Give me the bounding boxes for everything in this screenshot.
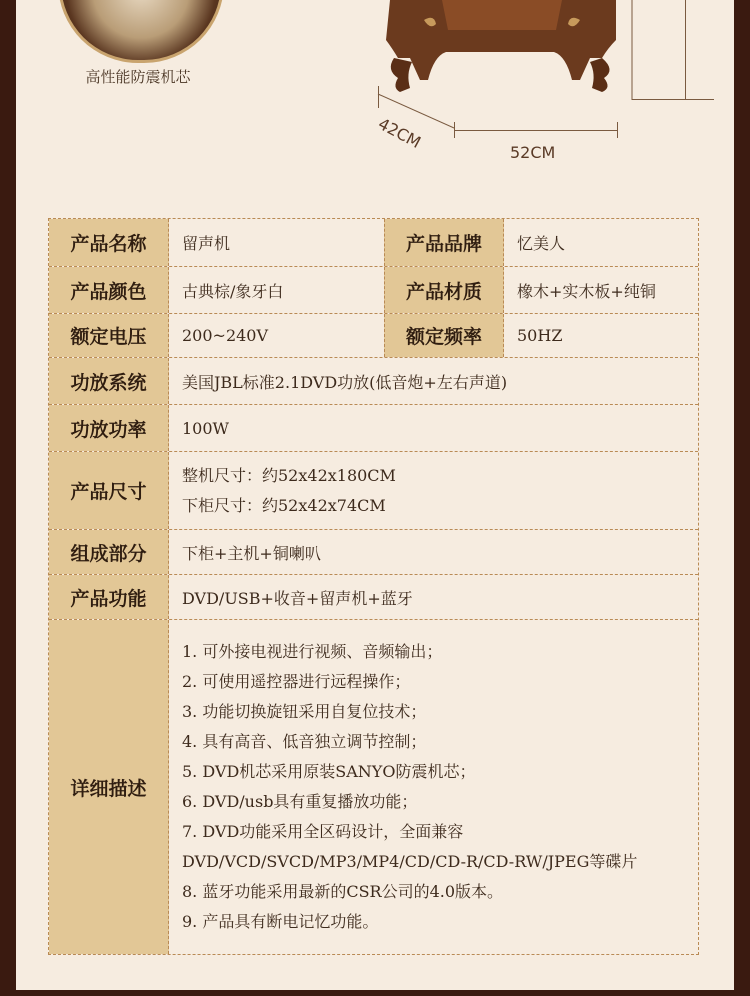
table-row xyxy=(49,358,698,405)
table-row xyxy=(49,267,698,314)
detail-line: 9. 产品具有断电记忆功能。 xyxy=(182,912,379,931)
size-line: 整机尺寸：约52x42x180CM xyxy=(182,465,396,485)
width-tick-right xyxy=(617,122,618,138)
spec-label: 组成部分 xyxy=(49,530,169,574)
spec-label: 产品名称 xyxy=(49,219,169,266)
table-row xyxy=(49,530,698,575)
spec-value xyxy=(169,620,698,954)
movement-closeup-image xyxy=(58,0,224,63)
spec-value: 50HZ xyxy=(517,326,563,345)
image-caption: 高性能防震机芯 xyxy=(85,68,191,86)
spec-label: 功放功率 xyxy=(49,405,169,451)
spec-label: 产品颜色 xyxy=(49,267,169,313)
depth-label: 42CM xyxy=(375,114,425,153)
detail-line: 2. 可使用遥控器进行远程操作； xyxy=(182,672,411,691)
detail-line: 7. DVD功能采用全区码设计，全面兼容 xyxy=(182,822,464,841)
detail-line: 5. DVD机芯采用原装SANYO防震机芯； xyxy=(182,762,476,781)
spec-value: DVD/USB+收音+留声机+蓝牙 xyxy=(182,588,413,608)
height-baseline xyxy=(632,99,714,100)
detail-line: DVD/VCD/SVCD/MP3/MP4/CD/CD-R/CD-RW/JPEG等碟片 xyxy=(182,852,638,871)
table-row xyxy=(49,405,698,452)
spec-value: 200~240V xyxy=(182,326,269,345)
spec-value: 忆美人 xyxy=(517,234,566,253)
right-border xyxy=(734,0,750,996)
detail-line: 6. DVD/usb具有重复播放功能； xyxy=(182,792,418,811)
detail-line: 1. 可外接电视进行视频、音频输出； xyxy=(182,642,443,661)
spec-table xyxy=(48,218,699,955)
spec-label: 额定频率 xyxy=(384,314,504,357)
spec-value: 100W xyxy=(182,418,229,438)
spec-label: 功放系统 xyxy=(49,358,169,404)
spec-label: 产品功能 xyxy=(49,575,169,619)
spec-value xyxy=(169,452,698,529)
table-row xyxy=(49,620,698,954)
spec-label: 产品品牌 xyxy=(384,219,504,266)
size-line: 下柜尺寸：约52x42x74CM xyxy=(182,495,386,515)
table-row xyxy=(49,314,698,358)
spec-label: 额定电压 xyxy=(49,314,169,357)
spec-label: 产品材质 xyxy=(384,267,504,313)
bottom-border xyxy=(0,990,750,996)
detail-line: 8. 蓝牙功能采用最新的CSR公司的4.0版本。 xyxy=(182,882,504,901)
width-guide-line xyxy=(454,130,618,131)
left-border xyxy=(0,0,16,996)
spec-value: 古典棕/象牙白 xyxy=(182,281,284,301)
spec-value: 橡木+实木板+纯铜 xyxy=(517,281,656,301)
height-guide-line xyxy=(685,0,686,100)
width-label: 52CM xyxy=(510,143,556,162)
spec-label: 产品尺寸 xyxy=(49,452,169,529)
table-row xyxy=(49,219,698,267)
spec-value: 下柜+主机+铜喇叭 xyxy=(182,543,321,563)
spec-value: 美国JBL标准2.1DVD功放(低音炮+左右声道) xyxy=(182,372,508,392)
spec-label: 详细描述 xyxy=(49,620,169,954)
spec-value: 留声机 xyxy=(182,234,231,253)
table-row xyxy=(49,452,698,530)
detail-line: 4. 具有高音、低音独立调节控制； xyxy=(182,732,427,751)
table-row xyxy=(49,575,698,620)
detail-line: 3. 功能切换旋钮采用自复位技术； xyxy=(182,702,427,721)
